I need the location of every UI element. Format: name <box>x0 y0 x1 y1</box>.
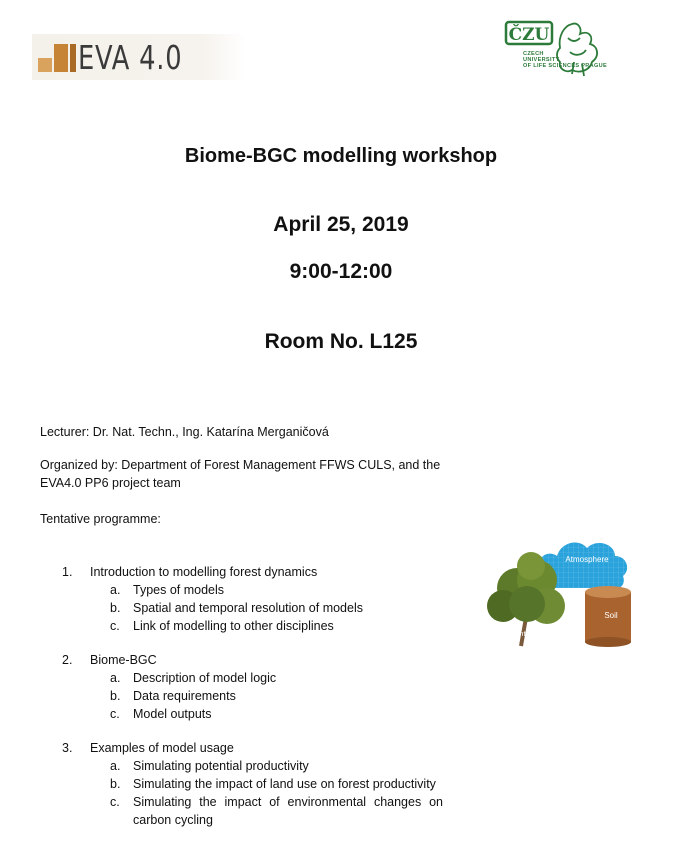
eva-logo-square <box>54 44 68 72</box>
sublist <box>62 757 452 829</box>
sub-text: Link of modelling to other disciplines <box>133 619 334 633</box>
item-title: Introduction to modelling forest dynamics <box>90 565 318 579</box>
sub-text: Model outputs <box>133 707 212 721</box>
workshop-time: 9:00-12:00 <box>289 260 393 283</box>
czu-line: OF LIFE SCIENCES PRAGUE <box>523 63 607 70</box>
list-item <box>62 651 452 669</box>
plant-label: Plant <box>508 629 526 638</box>
atmosphere-label: Atmosphere <box>565 555 609 564</box>
sub-letter: b. <box>110 777 121 791</box>
programme-list <box>62 563 452 829</box>
eva-logo-square <box>70 44 76 72</box>
item-title: Examples of model usage <box>90 741 234 755</box>
sub-letter: b. <box>110 601 121 615</box>
workshop-room: Room No. L125 <box>264 330 418 353</box>
sub-item <box>62 687 452 705</box>
sub-item <box>62 669 452 687</box>
sub-letter: a. <box>110 583 121 597</box>
workshop-date: April 25, 2019 <box>273 213 409 236</box>
eva-logo-text: EVA 4.0 <box>78 38 183 77</box>
sub-text: Types of models <box>133 583 225 597</box>
sublist <box>62 581 452 635</box>
tentative-programme-heading: Tentative programme: <box>40 512 161 526</box>
czu-logo-text <box>523 51 607 70</box>
czu-logo <box>502 18 610 80</box>
list-item <box>62 563 452 581</box>
sub-letter: c. <box>110 795 120 809</box>
sub-letter: b. <box>110 689 121 703</box>
sub-item <box>62 775 452 793</box>
organized-by: Organized by: Department of Forest Management FFWS CULS, and the EVA4.0 PP6 project team <box>40 458 441 490</box>
eva-logo <box>32 34 246 80</box>
sub-item <box>62 599 452 617</box>
czu-line: UNIVERSITY <box>523 57 560 64</box>
sub-letter: a. <box>110 671 121 685</box>
sub-item <box>62 581 452 599</box>
plant-atmosphere-soil-diagram <box>483 522 643 652</box>
workshop-title: Biome-BGC modelling workshop <box>184 145 498 167</box>
sub-item <box>62 617 452 635</box>
sublist <box>62 669 452 723</box>
sub-letter: c. <box>110 707 120 721</box>
item-title: Biome-BGC <box>90 653 157 667</box>
list-item <box>62 739 452 757</box>
item-number: 2. <box>62 653 73 667</box>
soil-label: Soil <box>604 611 618 620</box>
sub-text: Simulating the impact of environmental changes on carbon cycling <box>133 795 443 827</box>
sub-item <box>62 793 452 829</box>
czu-logo-mark: ČZU <box>508 25 550 45</box>
item-number: 3. <box>62 741 73 755</box>
lecturer-line: Lecturer: Dr. Nat. Techn., Ing. Katarína Merganičová <box>40 425 329 439</box>
sub-item <box>62 705 452 723</box>
sub-item <box>62 757 452 775</box>
sub-text: Simulating the impact of land use on forest productivity <box>133 777 436 791</box>
sub-text: Data requirements <box>133 689 236 703</box>
sub-text: Spatial and temporal resolution of models <box>133 601 363 615</box>
czu-line: CZECH <box>523 51 544 57</box>
eva-logo-square <box>38 58 52 72</box>
item-number: 1. <box>62 565 73 579</box>
sub-letter: a. <box>110 759 121 773</box>
sub-text: Description of model logic <box>133 671 277 685</box>
sub-text: Simulating potential productivity <box>133 759 309 773</box>
sub-letter: c. <box>110 619 120 633</box>
